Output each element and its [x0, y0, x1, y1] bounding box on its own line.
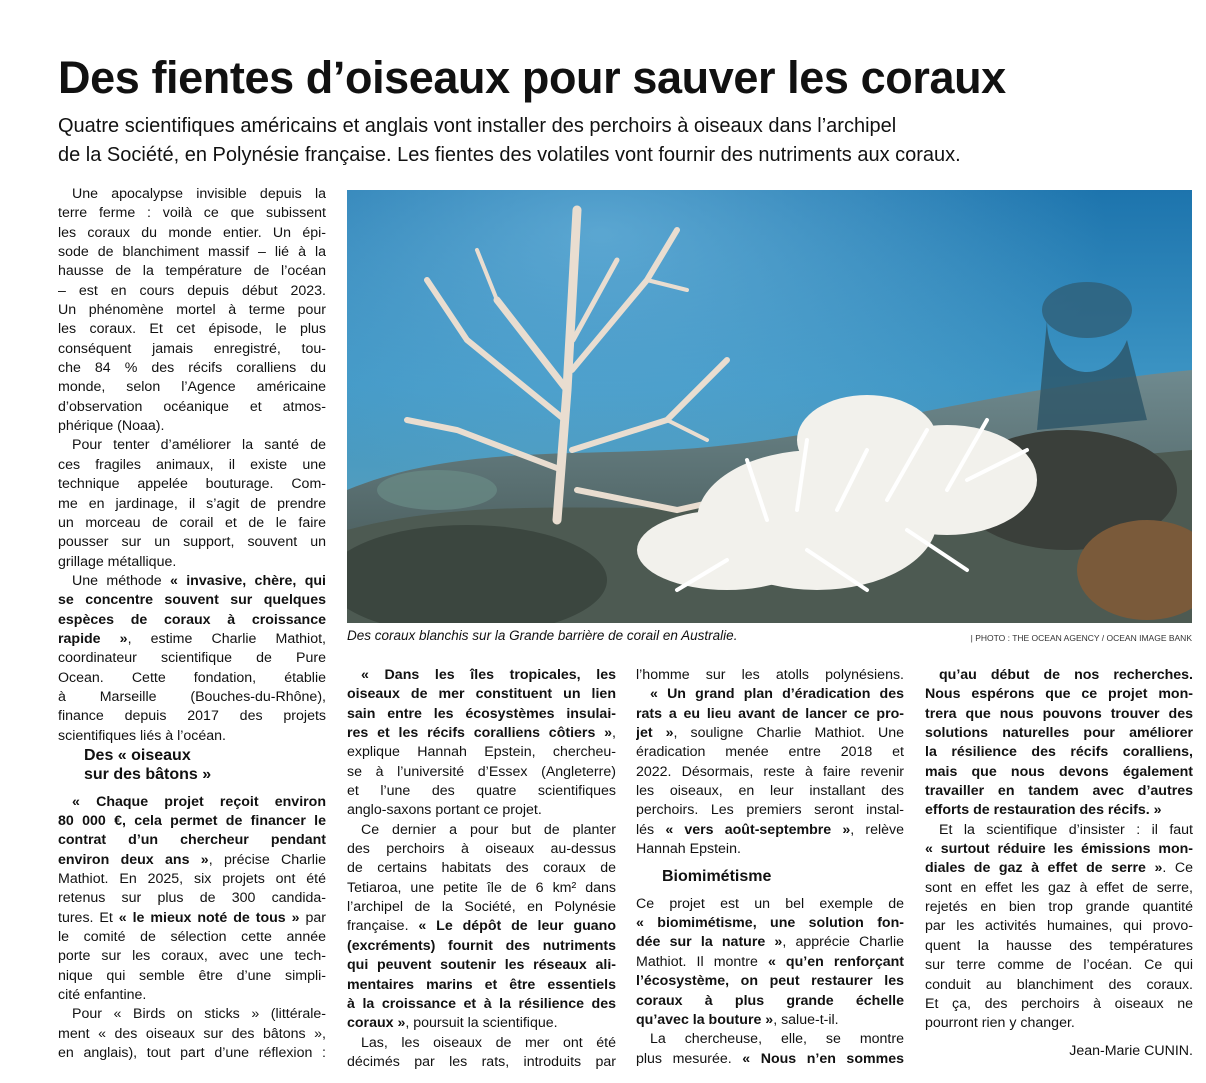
text: retenus sur plus de 300 candida- — [58, 890, 326, 907]
bold-text: « biomimétisme, une solution fon- — [636, 915, 904, 932]
text-line — [58, 986, 326, 1005]
text-line — [58, 572, 326, 591]
text-line — [58, 378, 326, 397]
text-line — [58, 282, 326, 301]
text-line — [925, 1014, 1193, 1033]
text-line — [636, 1050, 904, 1069]
text: sont en effet les gaz à effet de serre, — [925, 879, 1193, 896]
spacer — [58, 785, 326, 793]
text-line — [347, 724, 616, 743]
bold-text: environ deux ans » — [58, 851, 209, 868]
text: Pour « Birds on sticks » (littérale- — [72, 1006, 326, 1023]
bold-text: « Le dépôt de leur guano — [418, 918, 616, 935]
text: explique Hannah Epstein, chercheu- — [347, 744, 616, 761]
bold-text: solutions naturelles pour améliorer — [925, 725, 1193, 742]
text-line — [347, 937, 616, 956]
bold-text: oiseaux de mer constituent un lien — [347, 686, 616, 703]
spacer — [925, 1034, 1193, 1042]
article-column-4 — [925, 666, 1193, 1061]
text: grillage métallique. — [58, 553, 177, 570]
bold-text: mais que nous devons également — [925, 763, 1193, 780]
text-line — [636, 743, 904, 762]
bold-text: « Un grand plan d’éradication des — [650, 686, 904, 703]
bold-text: se concentre souvent sur quelques — [58, 592, 326, 609]
text-line — [347, 879, 616, 898]
text-line — [636, 685, 904, 704]
text: Mathiot. En 2025, six projets ont été — [58, 871, 326, 888]
text: Et ça, des perchoirs à oiseaux ne — [925, 995, 1193, 1012]
text-line — [636, 666, 904, 685]
text: Une apocalypse invisible depuis la — [72, 186, 326, 202]
text-line — [58, 204, 326, 223]
text-line — [58, 1025, 326, 1044]
text-line — [347, 1014, 616, 1033]
text-line — [636, 972, 904, 991]
text: , salue-t-il. — [773, 1011, 839, 1028]
text-line — [58, 417, 326, 436]
text: cité enfantine. — [58, 987, 147, 1004]
text-line — [925, 995, 1193, 1014]
subheading: Biomimétisme — [662, 868, 772, 886]
text-line — [347, 917, 616, 936]
text: , relève — [850, 821, 904, 838]
text: nique qui semble être d’une simpli- — [58, 967, 326, 984]
text-line — [636, 992, 904, 1011]
text-line — [925, 917, 1193, 936]
text-line — [925, 956, 1193, 975]
text: phérique (Noaa). — [58, 418, 165, 435]
standfirst-line: de la Société, en Polynésie française. Les fientes des volatiles vont fournir des nutriments aux coraux. — [58, 144, 961, 166]
text-line — [58, 591, 326, 610]
text: Mathiot. Il montre — [636, 953, 768, 970]
bold-text: jet » — [636, 725, 674, 742]
text: conduit au blanchiment des coraux. — [925, 976, 1193, 993]
text-line — [58, 301, 326, 320]
bold-text: travailler en tandem avec d’autres — [925, 783, 1193, 800]
text: , souligne Charlie Mathiot. Une — [673, 725, 904, 742]
text: Las, les oiseaux de mer ont été — [361, 1034, 616, 1051]
text: , estime Charlie Mathiot, — [127, 630, 326, 647]
text-line — [347, 976, 616, 995]
text-line — [925, 840, 1193, 859]
text-line — [925, 859, 1193, 878]
text-line — [925, 801, 1193, 820]
text: et l’une des quatre scientifiques — [347, 783, 616, 800]
bold-text: « qu’en renforçant — [767, 953, 904, 970]
bold-text: rapide » — [58, 630, 128, 647]
text: de certains habitats des coraux de — [347, 860, 616, 877]
text: . Ce — [1162, 860, 1193, 877]
bold-text: « Nous n’en sommes — [742, 1050, 904, 1067]
text-line — [58, 812, 326, 831]
standfirst-line: Quatre scientifiques américains et anglais vont installer des perchoirs à oiseaux dans l’archipel — [58, 115, 897, 137]
text-line — [58, 359, 326, 378]
photo-caption: Des coraux blanchis sur la Grande barrière de corail en Australie. — [347, 628, 738, 643]
text-line — [347, 705, 616, 724]
text-line — [636, 1030, 904, 1049]
text-line — [58, 707, 326, 726]
text: quent la hausse des températures — [925, 937, 1193, 954]
text: éradication menée entre 2018 et — [636, 744, 904, 761]
subheading: Des « oiseaux — [84, 746, 191, 764]
bold-text: 80 000 €, cela permet de financer le — [58, 813, 326, 829]
text-line — [347, 956, 616, 975]
text-line — [636, 895, 904, 914]
text-line — [636, 1011, 904, 1030]
article-column-2 — [347, 666, 616, 1072]
text: monde, selon l’Agence américaine — [58, 379, 326, 396]
text: à Marseille (Bouches-du-Rhône), — [58, 688, 326, 705]
text: ces fragiles animaux, il existe une — [58, 456, 326, 473]
text-line — [58, 669, 326, 688]
text-line — [58, 831, 326, 850]
text: en anglais), tout part d’une réflexion : — [58, 1045, 326, 1062]
text: les oiseaux, en leur installant des — [636, 783, 904, 800]
text-line — [347, 743, 616, 762]
bold-text: qu’au début de nos recherches. — [939, 667, 1193, 683]
bold-text: Nous espérons que ce projet mon- — [925, 686, 1193, 703]
text: Ce projet est un bel exemple de — [636, 895, 904, 912]
text-line — [636, 840, 904, 859]
text: me en jardinage, il s’agit de prendre — [58, 495, 326, 512]
text: che 84 % des récifs coralliens du — [58, 360, 326, 377]
text: sode de blanchiment massif – lié à la — [58, 244, 326, 261]
bold-text: qui peuvent soutenir les réseaux ali- — [347, 957, 616, 974]
text-line — [347, 685, 616, 704]
text-line — [58, 649, 326, 668]
text-line — [636, 705, 904, 724]
text-line — [636, 782, 904, 801]
text-line — [58, 1005, 326, 1024]
text-line — [347, 821, 616, 840]
text-line — [925, 705, 1193, 724]
text: Hannah Epstein. — [636, 841, 741, 858]
bold-text: efforts de restauration des récifs. » — [925, 802, 1162, 819]
text: par — [299, 909, 326, 926]
coral-illustration — [347, 190, 1192, 623]
text-line — [58, 851, 326, 870]
text-line — [58, 553, 326, 572]
text: , — [612, 725, 616, 742]
coral-photo — [347, 190, 1192, 623]
text-line — [58, 185, 326, 204]
text: rejetés en bien trop grande quantité — [925, 899, 1193, 916]
text-line — [347, 782, 616, 801]
text-line — [636, 914, 904, 933]
text-line — [58, 436, 326, 455]
text-line — [58, 475, 326, 494]
text-line — [925, 898, 1193, 917]
bold-text: res et les récifs coralliens côtiers » — [347, 725, 613, 742]
bold-text: « Dans les îles tropicales, les — [361, 667, 616, 683]
text: française. — [347, 918, 419, 935]
text-line — [58, 947, 326, 966]
text-line — [58, 889, 326, 908]
text: le comité de sélection cette année — [58, 929, 326, 946]
text: ment « des oiseaux sur des bâtons », — [58, 1025, 326, 1042]
text-line — [925, 937, 1193, 956]
text-line — [925, 685, 1193, 704]
text-line — [347, 1034, 616, 1053]
text-line — [636, 933, 904, 952]
text: des perchoirs à oiseaux au-dessus — [347, 841, 616, 858]
text: technique appelée bouturage. Com- — [58, 476, 326, 493]
bold-text: mentaires marins et être essentiels — [347, 976, 616, 993]
bold-text: contrat d’un chercheur pendant — [58, 832, 326, 849]
bold-text: espèces de coraux à croissance — [58, 611, 326, 628]
text: pousser sur un support, souvent un — [58, 534, 326, 551]
text-line — [925, 666, 1193, 685]
bold-text: la résilience des récifs coralliens, — [925, 744, 1193, 761]
bold-text: coraux à plus grande échelle — [636, 992, 904, 1009]
text: les coraux du monde entier. Un épi- — [58, 224, 326, 241]
text-line — [58, 727, 326, 746]
text-line — [925, 782, 1193, 801]
text-line — [58, 495, 326, 514]
text-line — [58, 320, 326, 339]
text-line — [925, 763, 1193, 782]
text-line — [347, 1053, 616, 1072]
text: – est en cours depuis début 2023. — [58, 282, 326, 299]
text-line — [636, 821, 904, 840]
text-line — [58, 533, 326, 552]
text-line — [347, 666, 616, 685]
bold-text: rats a eu lieu avant de lancer ce pro- — [636, 705, 904, 722]
text-line — [58, 340, 326, 359]
text-line — [58, 928, 326, 947]
text: , poursuit la scientifique. — [405, 1015, 558, 1032]
article-column-3 — [636, 666, 904, 1069]
text-line — [58, 967, 326, 986]
text-line — [925, 743, 1193, 762]
text: sur terre comme de l’océan. Ce qui — [925, 957, 1193, 974]
text-line — [636, 953, 904, 972]
text: pourront rien y changer. — [925, 1015, 1075, 1032]
text-line — [347, 898, 616, 917]
bold-text: à la croissance et à la résilience des — [347, 995, 616, 1012]
text-line — [347, 840, 616, 859]
text: les coraux. Et cet épisode, le plus — [58, 321, 326, 338]
text: l’homme sur les atolls polynésiens. — [636, 667, 904, 683]
text: Une méthode — [72, 572, 170, 589]
text: scientifiques liés à l’océan. — [58, 727, 226, 744]
photo-credit: | PHOTO : THE OCEAN AGENCY / OCEAN IMAGE BANK — [970, 633, 1192, 643]
text: , apprécie Charlie — [782, 934, 904, 951]
spacer — [636, 887, 904, 895]
text: , précise Charlie — [208, 851, 326, 868]
bold-text: diales de gaz à effet de serre » — [925, 860, 1163, 877]
text: d’observation océanique et atmos- — [58, 398, 326, 415]
text: Et la scientifique d’insister : il faut — [939, 821, 1193, 838]
text: Pour tenter d’améliorer la santé de — [72, 437, 326, 454]
text-line — [58, 793, 326, 812]
text-line — [58, 870, 326, 889]
text: finance depuis 2017 des projets — [58, 708, 326, 725]
text: Ce dernier a pour but de planter — [361, 821, 616, 838]
text: Tetiaroa, une petite île de 6 km² dans — [347, 879, 616, 896]
text-line — [347, 763, 616, 782]
text-line — [925, 821, 1193, 840]
text-line — [58, 630, 326, 649]
text: lés — [636, 821, 666, 838]
text: anglo-saxons portant ce projet. — [347, 802, 542, 819]
text: hausse de la température de l’océan — [58, 263, 326, 280]
text-line — [58, 688, 326, 707]
bold-text: « le mieux noté de tous » — [118, 909, 300, 926]
text-line — [636, 763, 904, 782]
text: Jean-Marie CUNIN. — [1069, 1042, 1193, 1059]
text-line — [925, 724, 1193, 743]
bold-text: trera que nous pouvons trouver des — [925, 705, 1193, 722]
bold-text: « invasive, chère, qui — [169, 572, 326, 589]
text-line — [58, 456, 326, 475]
bold-text: « vers août-septembre » — [665, 821, 851, 838]
headline: Des fientes d’oiseaux pour sauver les coraux — [58, 52, 1006, 103]
text: décimés par les rats, introduits par — [347, 1053, 616, 1070]
text-line — [58, 1044, 326, 1063]
text-line — [925, 976, 1193, 995]
text: tures. Et — [58, 909, 119, 926]
text: Ocean. Cette fondation, établie — [58, 669, 326, 686]
standfirst — [58, 112, 1178, 170]
text-line — [58, 262, 326, 281]
text: un morceau de corail et de le faire — [58, 514, 326, 531]
text: se à l’université d’Essex (Angleterre) — [347, 763, 616, 780]
text: coordinateur scientifique de Pure — [58, 650, 326, 667]
text-line — [347, 859, 616, 878]
text: perchoirs. Les premiers seront instal- — [636, 802, 904, 819]
text-line — [347, 995, 616, 1014]
text-line — [58, 398, 326, 417]
text: 2022. Désormais, reste à faire revenir — [636, 763, 904, 780]
text: Un phénomène mortel à terme pour — [58, 302, 326, 319]
bold-text: sain entre les écosystèmes insulai- — [347, 705, 616, 722]
bold-text: « surtout réduire les émissions mon- — [925, 841, 1193, 858]
bold-text: (excréments) fournit des nutriments — [347, 937, 616, 954]
text: par les activités humaines, qui provo- — [925, 918, 1193, 935]
text: porte sur les coraux, avec une tech- — [58, 948, 326, 965]
text: La chercheuse, elle, se montre — [650, 1031, 904, 1048]
spacer — [636, 859, 904, 867]
bold-text: « Chaque projet reçoit environ — [72, 793, 326, 810]
text: conséquent jamais enregistré, tou- — [58, 340, 326, 357]
text-line — [58, 514, 326, 533]
byline — [925, 1042, 1193, 1061]
text: terre ferme : voilà ce que subissent — [58, 205, 326, 222]
bold-text: dée sur la nature » — [636, 934, 783, 951]
subheading: sur des bâtons » — [84, 766, 212, 784]
article-column-1 — [58, 185, 326, 1063]
bold-text: qu’avec la bouture » — [636, 1011, 774, 1028]
text-line — [58, 243, 326, 262]
text-line — [58, 224, 326, 243]
text-line — [347, 801, 616, 820]
bold-text: l’écosystème, on peut restaurer les — [636, 973, 904, 990]
bold-text: coraux » — [347, 1015, 406, 1032]
text: plus mesurée. — [636, 1050, 743, 1067]
text-line — [58, 909, 326, 928]
text-line — [636, 801, 904, 820]
text: l’archipel de la Société, en Polynésie — [347, 899, 616, 916]
text-line — [636, 724, 904, 743]
text-line — [58, 611, 326, 630]
text-line — [925, 879, 1193, 898]
